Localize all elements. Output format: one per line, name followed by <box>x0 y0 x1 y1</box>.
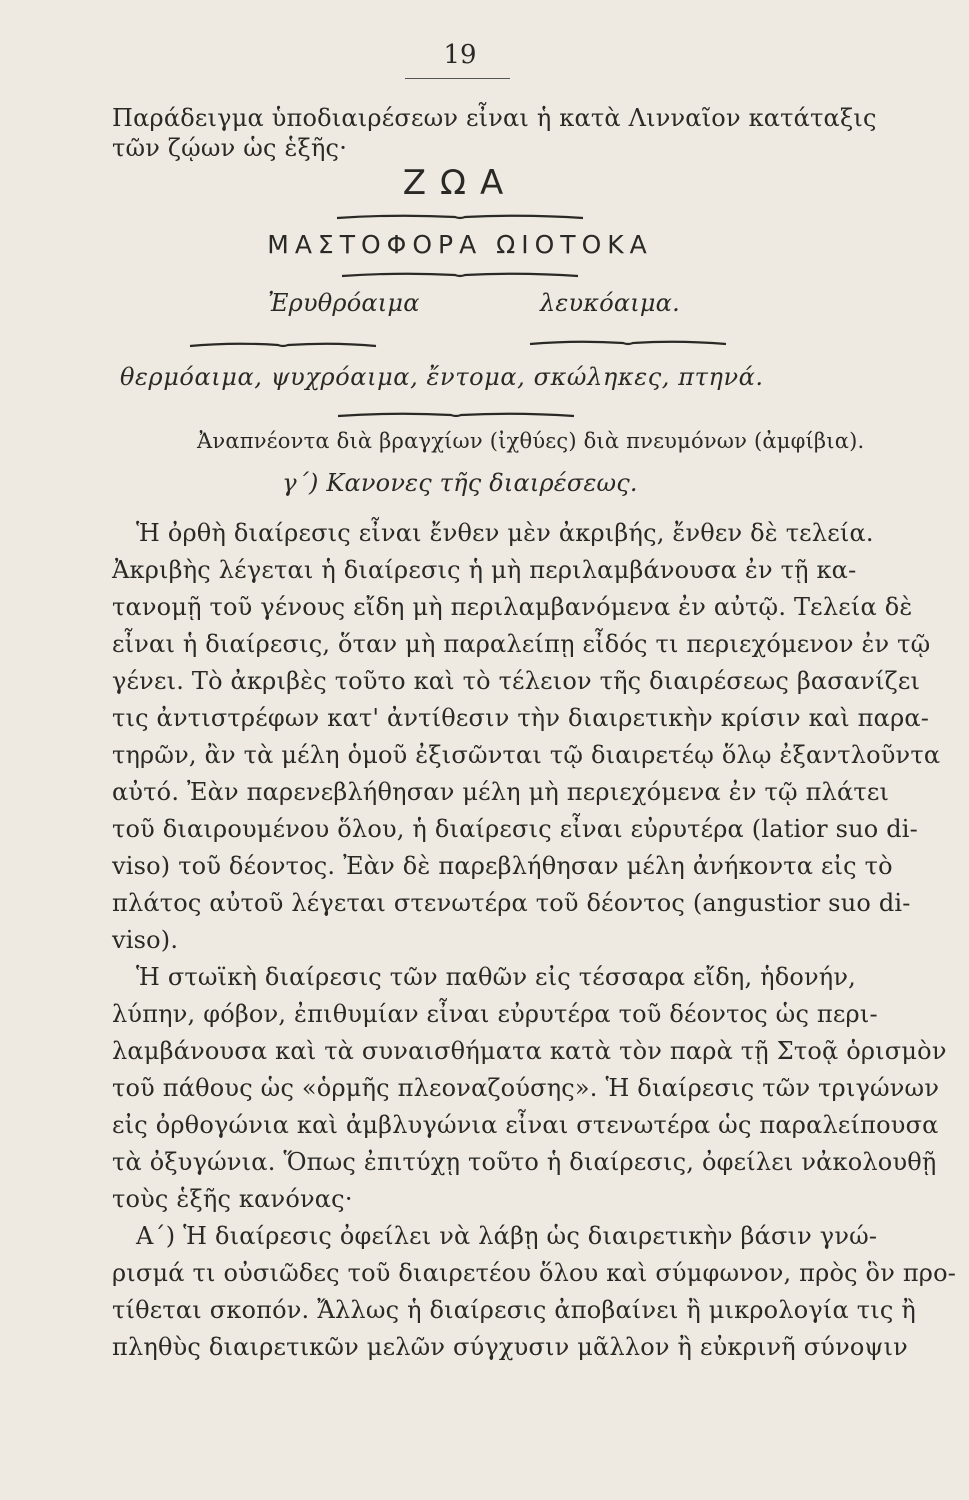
tree-level-3: θερμόαιμα, ψυχρόαιμα, ἔντομα, σκώληκες, πτηνά. <box>120 363 764 391</box>
text-line-4: εἶναι ἡ διαίρεσις, ὅταν μὴ παραλείπῃ εἶδός τι περιεχόμενον ἐν τῷ <box>112 630 931 658</box>
tree-level-2-right: λευκόαιμα. <box>540 289 680 317</box>
text-line-13: Ἡ στωϊκὴ διαίρεσις τῶν παθῶν εἰς τέσσαρα εἴδη, ἡδονήν, <box>136 963 856 991</box>
text-line-19: τοὺς ἑξῆς κανόνας· <box>112 1185 353 1213</box>
tree-root: ΖΩΑ <box>402 163 518 203</box>
text-line-7: τηρῶν, ἂν τὰ μέλη ὁμοῦ ἐξισῶνται τῷ διαιρετέῳ ὅλῳ ἐξαντλοῦντα <box>112 741 941 769</box>
tree-brace-4 <box>528 339 728 343</box>
text-line-6: τις ἀντιστρέφων κατ' ἀντίθεσιν τὴν διαιρετικὴν κρίσιν καὶ παρα- <box>112 704 930 732</box>
tree-level-4: Ἀναπνέοντα διὰ βραγχίων (ἰχθύες) διὰ πνευμόνων (ἀμφίβια). <box>197 429 865 453</box>
text-line-23: πληθὺς διαιρετικῶν μελῶν σύγχυσιν μᾶλλον ἢ εὐκρινῆ σύνοψιν <box>112 1333 908 1361</box>
text-line-16: τοῦ πάθους ὡς «ὁρμῆς πλεοναζούσης». Ἡ διαίρεσις τῶν τριγώνων <box>112 1074 940 1102</box>
tree-brace-3 <box>188 341 378 345</box>
text-line-18: τὰ ὀξυγώνια. Ὅπως ἐπιτύχῃ τοῦτο ἡ διαίρεσις, ὀφείλει νἀκολουθῇ <box>112 1148 937 1176</box>
text-line-12: viso). <box>112 926 179 954</box>
page-number: 19 <box>443 40 477 70</box>
text-line-14: λύπην, φόβον, ἐπιθυμίαν εἶναι εὐρυτέρα τοῦ δέοντος ὡς περι- <box>112 1000 878 1028</box>
text-line-8: αὐτό. Ἐὰν παρενεβλήθησαν μέλη μὴ περιεχόμενα ἐν τῷ πλάτει <box>112 778 890 806</box>
text-line-3: τανομῇ τοῦ γένους εἴδη μὴ περιλαμβανόμενα ἐν αὐτῷ. Τελεία δὲ <box>112 593 913 621</box>
text-line-2: Ἀκριβὴς λέγεται ἡ διαίρεσις ἡ μὴ περιλαμβάνουσα ἐν τῇ κα- <box>112 556 857 584</box>
text-line-20: Α΄) Ἡ διαίρεσις ὀφείλει νὰ λάβῃ ὡς διαιρετικὴν βάσιν γνώ- <box>136 1222 878 1250</box>
text-line-15: λαμβάνουσα καὶ τὰ συναισθήματα κατὰ τὸν παρὰ τῇ Στοᾷ ὁρισμὸν <box>112 1037 947 1065</box>
tree-brace-5 <box>336 411 576 415</box>
page-number-rule <box>405 78 510 79</box>
text-line-5: γένει. Τὸ ἀκριβὲς τοῦτο καὶ τὸ τέλειον τῆς διαιρέσεως βασανίζει <box>112 667 921 695</box>
tree-brace-2 <box>340 271 580 275</box>
text-line-9: τοῦ διαιρουμένου ὅλου, ἡ διαίρεσις εἶναι εὐρυτέρα (latior suo di- <box>112 815 918 843</box>
text-line-17: εἰς ὀρθογώνια καὶ ἀμβλυγώνια εἶναι στενωτέρα ὡς παραλείπουσα <box>112 1111 939 1139</box>
tree-level-2-left: Ἐρυθρόαιμα <box>268 289 420 317</box>
text-line-1: Ἡ ὀρθὴ διαίρεσις εἶναι ἔνθεν μὲν ἀκριβής, ἔνθεν δὲ τελεία. <box>136 519 874 547</box>
tree-brace-1 <box>335 213 585 217</box>
section-heading: γ΄) Κανονες τῆς διαιρέσεως. <box>282 469 638 497</box>
text-line-21: ρισμά τι οὐσιῶδες τοῦ διαιρετέου ὅλου καὶ σύμφωνον, πρὸς ὃν προ- <box>112 1259 957 1287</box>
text-line-22: τίθεται σκοπόν. Ἄλλως ἡ διαίρεσις ἀποβαίνει ἢ μικρολογία τις ἢ <box>112 1296 916 1324</box>
text-line-11: πλάτος αὐτοῦ λέγεται στενωτέρα τοῦ δέοντος (angustior suo di- <box>112 889 911 917</box>
text-line-10: viso) τοῦ δέοντος. Ἐὰν δὲ παρεβλήθησαν μέλη ἀνήκοντα εἰς τὸ <box>112 852 893 880</box>
intro-line-1: Παράδειγμα ὑποδιαιρέσεων εἶναι ἡ κατὰ Λινναῖον κατάταξις <box>112 104 877 132</box>
tree-level-1: ΜΑΣΤΟΦΟΡΑ ΩΙΟΤΟΚΑ <box>267 230 653 259</box>
intro-line-2: τῶν ζῴων ὡς ἑξῆς· <box>112 134 348 162</box>
